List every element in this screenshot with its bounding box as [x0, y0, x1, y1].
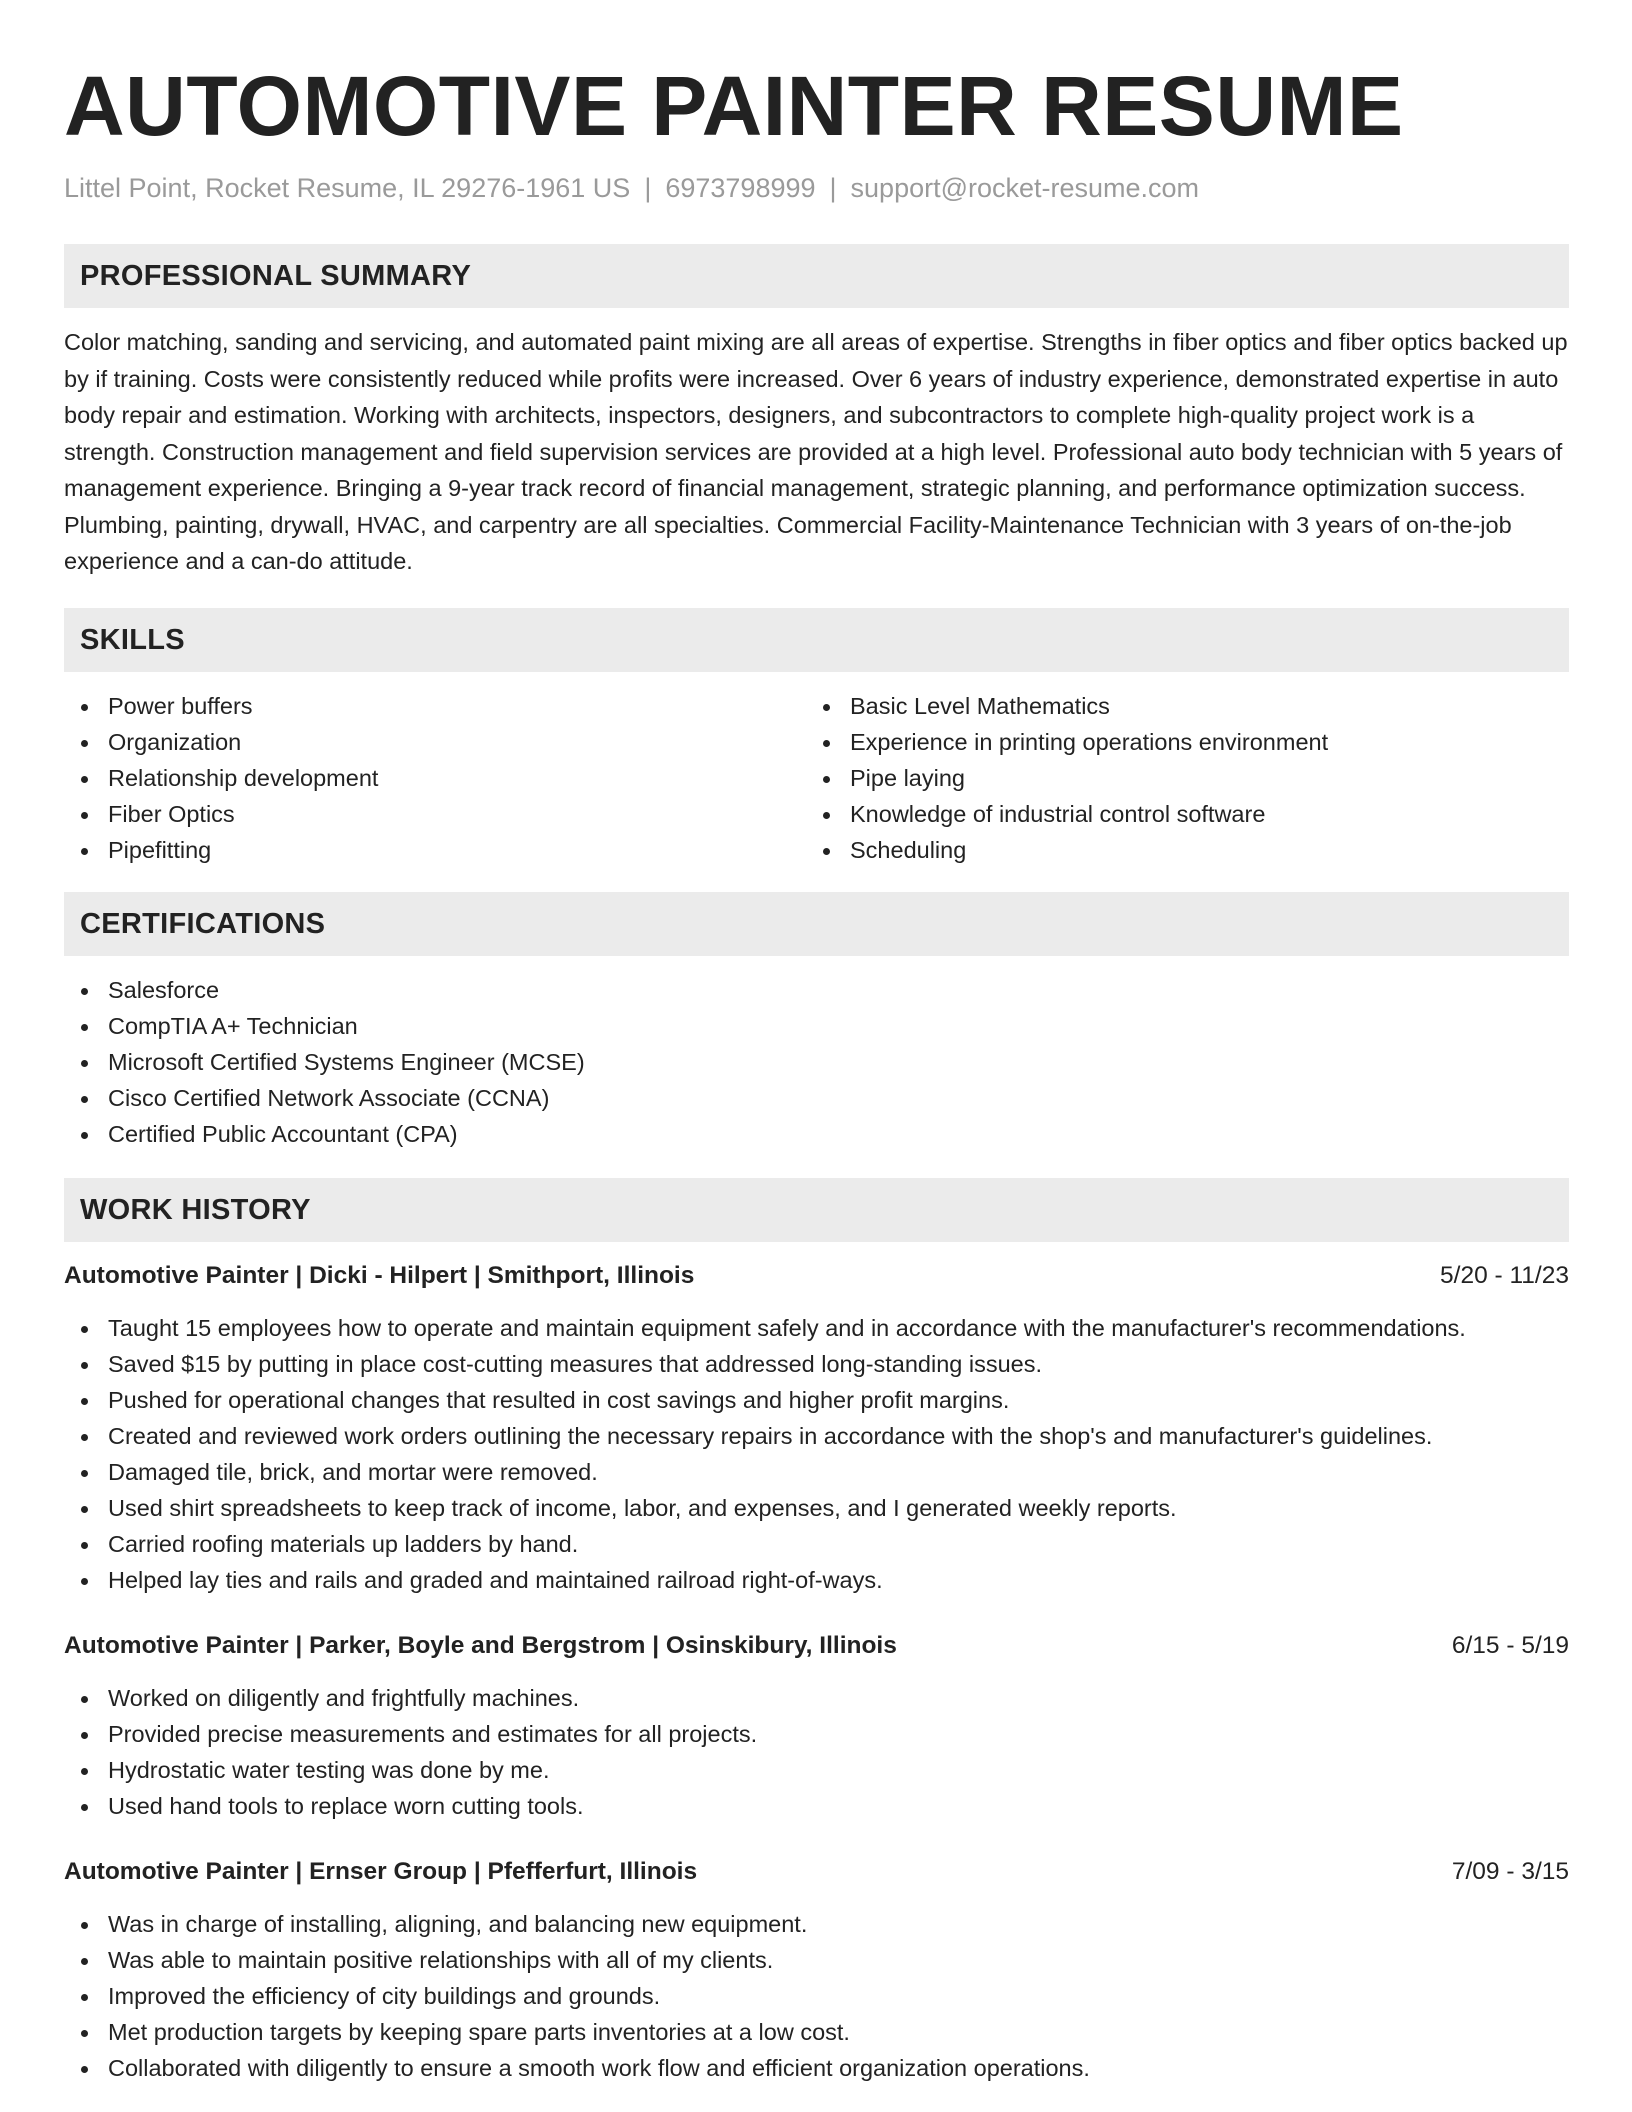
job-dates: 5/20 - 11/23: [1440, 1261, 1569, 1289]
job-header: [64, 1628, 1569, 1664]
job-bullet: Created and reviewed work orders outlining the necessary repairs in accordance with the shop's and manufacturer's guidelines.: [64, 1418, 1569, 1454]
certification-item: Certified Public Accountant (CPA): [64, 1116, 1569, 1152]
job-bullet: Helped lay ties and rails and graded and maintained railroad right-of-ways.: [64, 1562, 1569, 1598]
skill-item: Fiber Optics: [64, 796, 806, 832]
job-bullet: Was able to maintain positive relationships with all of my clients.: [64, 1942, 1569, 1978]
skill-item: Relationship development: [64, 760, 806, 796]
job-bullet: Was in charge of installing, aligning, and balancing new equipment.: [64, 1906, 1569, 1942]
job-bullet: Taught 15 employees how to operate and maintain equipment safely and in accordance with the manufacturer's recommendations.: [64, 1310, 1569, 1346]
job-bullet: Damaged tile, brick, and mortar were removed.: [64, 1454, 1569, 1490]
job-bullet: Provided precise measurements and estimates for all projects.: [64, 1716, 1569, 1752]
resume-page: [64, 0, 1569, 2086]
contact-phone: 6973798999: [665, 173, 816, 203]
job-entry: [64, 1258, 1569, 1598]
job-header: [64, 1854, 1569, 1890]
job-bullet: Improved the efficiency of city buildings and grounds.: [64, 1978, 1569, 2014]
job-title: Automotive Painter | Ernser Group | Pfefferfurt, Illinois: [64, 1857, 698, 1885]
job-bullet: Used shirt spreadsheets to keep track of income, labor, and expenses, and I generated weekly reports.: [64, 1490, 1569, 1526]
job-bullet: Hydrostatic water testing was done by me.: [64, 1752, 1569, 1788]
job-dates: 6/15 - 5/19: [1451, 1631, 1569, 1659]
summary-text: Color matching, sanding and servicing, and automated paint mixing are all areas of expertise. Strengths in fiber optics and fiber optics backed up by if training. Costs were consistently reduced while profits were increased. Over 6 years of industry experience, demonstrated expertise in auto body repair and estimation. Working with architects, inspectors, designers, and subcontractors to complete high-quality project work is a strength. Construction management and field supervision services are provided at a high level. Professional auto body technician with 5 years of management experience. Bringing a 9-year track record of financial management, strategic planning, and performance optimization success. Plumbing, painting, drywall, HVAC, and carpentry are all specialties. Commercial Facility-Maintenance Technician with 3 years of on-the-job experience and a can-do attitude.: [64, 329, 1568, 574]
skill-item: Basic Level Mathematics: [806, 688, 1548, 724]
skill-item: Pipefitting: [64, 832, 806, 868]
resume-title: AUTOMOTIVE PAINTER RESUME: [64, 59, 1404, 153]
summary-heading: PROFESSIONAL SUMMARY: [64, 244, 1569, 308]
skill-item: Organization: [64, 724, 806, 760]
certification-item: Salesforce: [64, 972, 1569, 1008]
skills-heading: SKILLS: [64, 608, 1569, 672]
contact-separator: |: [829, 173, 837, 203]
job-bullet: Worked on diligently and frightfully machines.: [64, 1680, 1569, 1716]
job-header: [64, 1258, 1569, 1294]
skills-left-column: [64, 688, 806, 868]
skills-list: [64, 688, 1569, 868]
work-history-heading: WORK HISTORY: [64, 1178, 1569, 1242]
contact-separator: |: [644, 173, 652, 203]
job-bullets: [64, 1906, 1569, 2086]
certification-item: Cisco Certified Network Associate (CCNA): [64, 1080, 1569, 1116]
job-bullet: Pushed for operational changes that resulted in cost savings and higher profit margins.: [64, 1382, 1569, 1418]
certifications-list: [64, 972, 1569, 1152]
job-dates: 7/09 - 3/15: [1451, 1857, 1569, 1885]
job-bullet: Saved $15 by putting in place cost-cutting measures that addressed long-standing issues.: [64, 1346, 1569, 1382]
job-bullets: [64, 1310, 1569, 1598]
job-bullet: Collaborated with diligently to ensure a smooth work flow and efficient organization operations.: [64, 2050, 1569, 2086]
contact-line: [64, 170, 1569, 206]
skill-item: Knowledge of industrial control software: [806, 796, 1548, 832]
job-bullet: Met production targets by keeping spare parts inventories at a low cost.: [64, 2014, 1569, 2050]
job-entry: [64, 1628, 1569, 1824]
skill-item: Scheduling: [806, 832, 1548, 868]
contact-address: Littel Point, Rocket Resume, IL 29276-1961 US: [64, 173, 631, 203]
contact-email: support@rocket-resume.com: [850, 173, 1200, 203]
skills-right-column: [806, 688, 1548, 868]
job-bullets: [64, 1680, 1569, 1824]
certification-item: Microsoft Certified Systems Engineer (MCSE): [64, 1044, 1569, 1080]
skill-item: Power buffers: [64, 688, 806, 724]
certifications-heading: CERTIFICATIONS: [64, 892, 1569, 956]
job-bullet: Carried roofing materials up ladders by hand.: [64, 1526, 1569, 1562]
job-title: Automotive Painter | Dicki - Hilpert | Smithport, Illinois: [64, 1261, 695, 1289]
certification-item: CompTIA A+ Technician: [64, 1008, 1569, 1044]
job-entry: [64, 1854, 1569, 2086]
skill-item: Experience in printing operations environment: [806, 724, 1548, 760]
job-title: Automotive Painter | Parker, Boyle and Bergstrom | Osinskibury, Illinois: [64, 1631, 897, 1659]
job-bullet: Used hand tools to replace worn cutting tools.: [64, 1788, 1569, 1824]
skill-item: Pipe laying: [806, 760, 1548, 796]
